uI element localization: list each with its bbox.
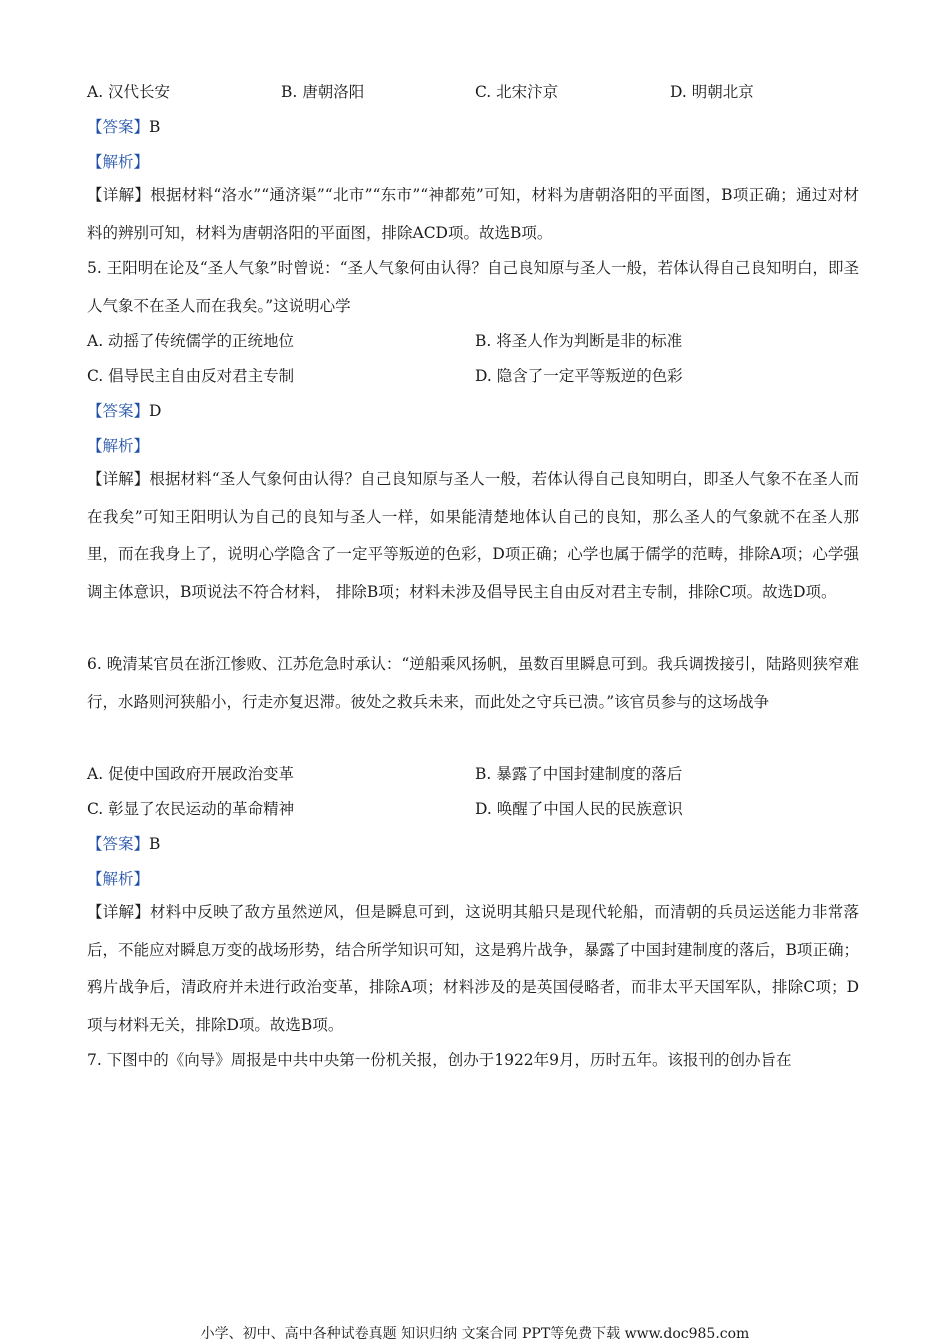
q5-option-d: D. 隐含了一定平等叛逆的色彩 bbox=[475, 367, 683, 385]
detail-tag: 【详解】 bbox=[87, 470, 150, 488]
q5-option-a: A. 动摇了传统儒学的正统地位 bbox=[87, 332, 295, 350]
detail-text: 材料中反映了敌方虽然逆风，但是瞬息可到，这说明其船只是现代轮船，而清朝的兵员运送能力非常落后，不能应对瞬息万变的战场形势，结合所学知识可知，这是鸦片战争，暴露了中国封建制度的落后，B项正确；鸦片战争后，清政府并未进行政治变革，排除A项；材料涉及的是英国侵略者，而非太平天国军队，排除C项；D项与材料无关，排除D项。故选B项。 bbox=[87, 903, 859, 1034]
q5-stem: 5. 王阳明在论及“圣人气象”时曾说：“圣人气象何由认得？自己良知原与圣人一般，若体认得自己良知明白，即圣人气象不在圣人而在我矣。”这说明心学 bbox=[87, 259, 859, 315]
q5-analysis-tag: 【解析】 bbox=[87, 437, 150, 455]
answer-value: B bbox=[149, 835, 161, 853]
answer-tag: 【答案】 bbox=[87, 835, 150, 853]
q5-option-c: C. 倡导民主自由反对君主专制 bbox=[87, 367, 295, 385]
page-footer: 小学、初中、高中各种试卷真题 知识归纳 文案合同 PPT等免费下载 www.doc985.com bbox=[200, 1326, 750, 1342]
detail-text: 根据材料“洛水”“通济渠”“北市”“东市”“神都苑”可知，材料为唐朝洛阳的平面图，B项正确；通过对材料的辨别可知，材料为唐朝洛阳的平面图，排除ACD项。故选B项。 bbox=[87, 186, 859, 242]
q6-option-a: A. 促使中国政府开展政治变革 bbox=[87, 765, 295, 783]
q5-option-b: B. 将圣人作为判断是非的标准 bbox=[475, 332, 683, 350]
q6-option-d: D. 唤醒了中国人民的民族意识 bbox=[475, 800, 683, 818]
q4-option-c: C. 北宋汴京 bbox=[475, 83, 559, 101]
q4-detail bbox=[87, 177, 859, 252]
answer-value: B bbox=[149, 118, 161, 136]
detail-tag: 【详解】 bbox=[87, 903, 151, 921]
q5-detail bbox=[87, 461, 859, 611]
q4-answer bbox=[87, 117, 160, 137]
q4-analysis-tag: 【解析】 bbox=[87, 153, 150, 171]
q6-detail bbox=[87, 894, 859, 1044]
q6-option-c: C. 彰显了农民运动的革命精神 bbox=[87, 800, 295, 818]
q4-option-a: A. 汉代长安 bbox=[87, 83, 171, 101]
answer-tag: 【答案】 bbox=[87, 402, 150, 420]
q6-option-b: B. 暴露了中国封建制度的落后 bbox=[475, 765, 683, 783]
q5-answer bbox=[87, 401, 161, 421]
q4-option-b: B. 唐朝洛阳 bbox=[281, 83, 365, 101]
q4-option-d: D. 明朝北京 bbox=[670, 83, 754, 101]
answer-value: D bbox=[149, 402, 162, 420]
q6-analysis-tag: 【解析】 bbox=[87, 870, 150, 888]
detail-tag: 【详解】 bbox=[87, 186, 151, 204]
q6-answer bbox=[87, 834, 160, 854]
q7-stem: 7. 下图中的《向导》周报是中共中央第一份机关报，创办于1922年9月，历时五年。该报刊的创办旨在 bbox=[87, 1051, 792, 1069]
answer-tag: 【答案】 bbox=[87, 118, 150, 136]
q6-stem: 6. 晚清某官员在浙江惨败、江苏危急时承认：“逆船乘风扬帆，虽数百里瞬息可到。我兵调拨接引，陆路则狭窄难行，水路则河狭船小，行走亦复迟滞。彼处之救兵未来，而此处之守兵已溃。”该官员参与的这场战争 bbox=[87, 655, 859, 711]
detail-text: 根据材料“圣人气象何由认得？自己良知原与圣人一般，若体认得自己良知明白，即圣人气象不在圣人而在我矣”可知王阳明认为自己的良知与圣人一样，如果能清楚地体认自己的良知，那么圣人的气象就不在圣人那里，而在我身上了，说明心学隐含了一定平等叛逆的色彩，D项正确；心学也属于儒学的范畴，排除A项；心学强调主体意识，B项说法不符合材料， 排除B项；材料未涉及倡导民主自由反对君主专制，排除C项。故选D项。 bbox=[87, 470, 859, 601]
